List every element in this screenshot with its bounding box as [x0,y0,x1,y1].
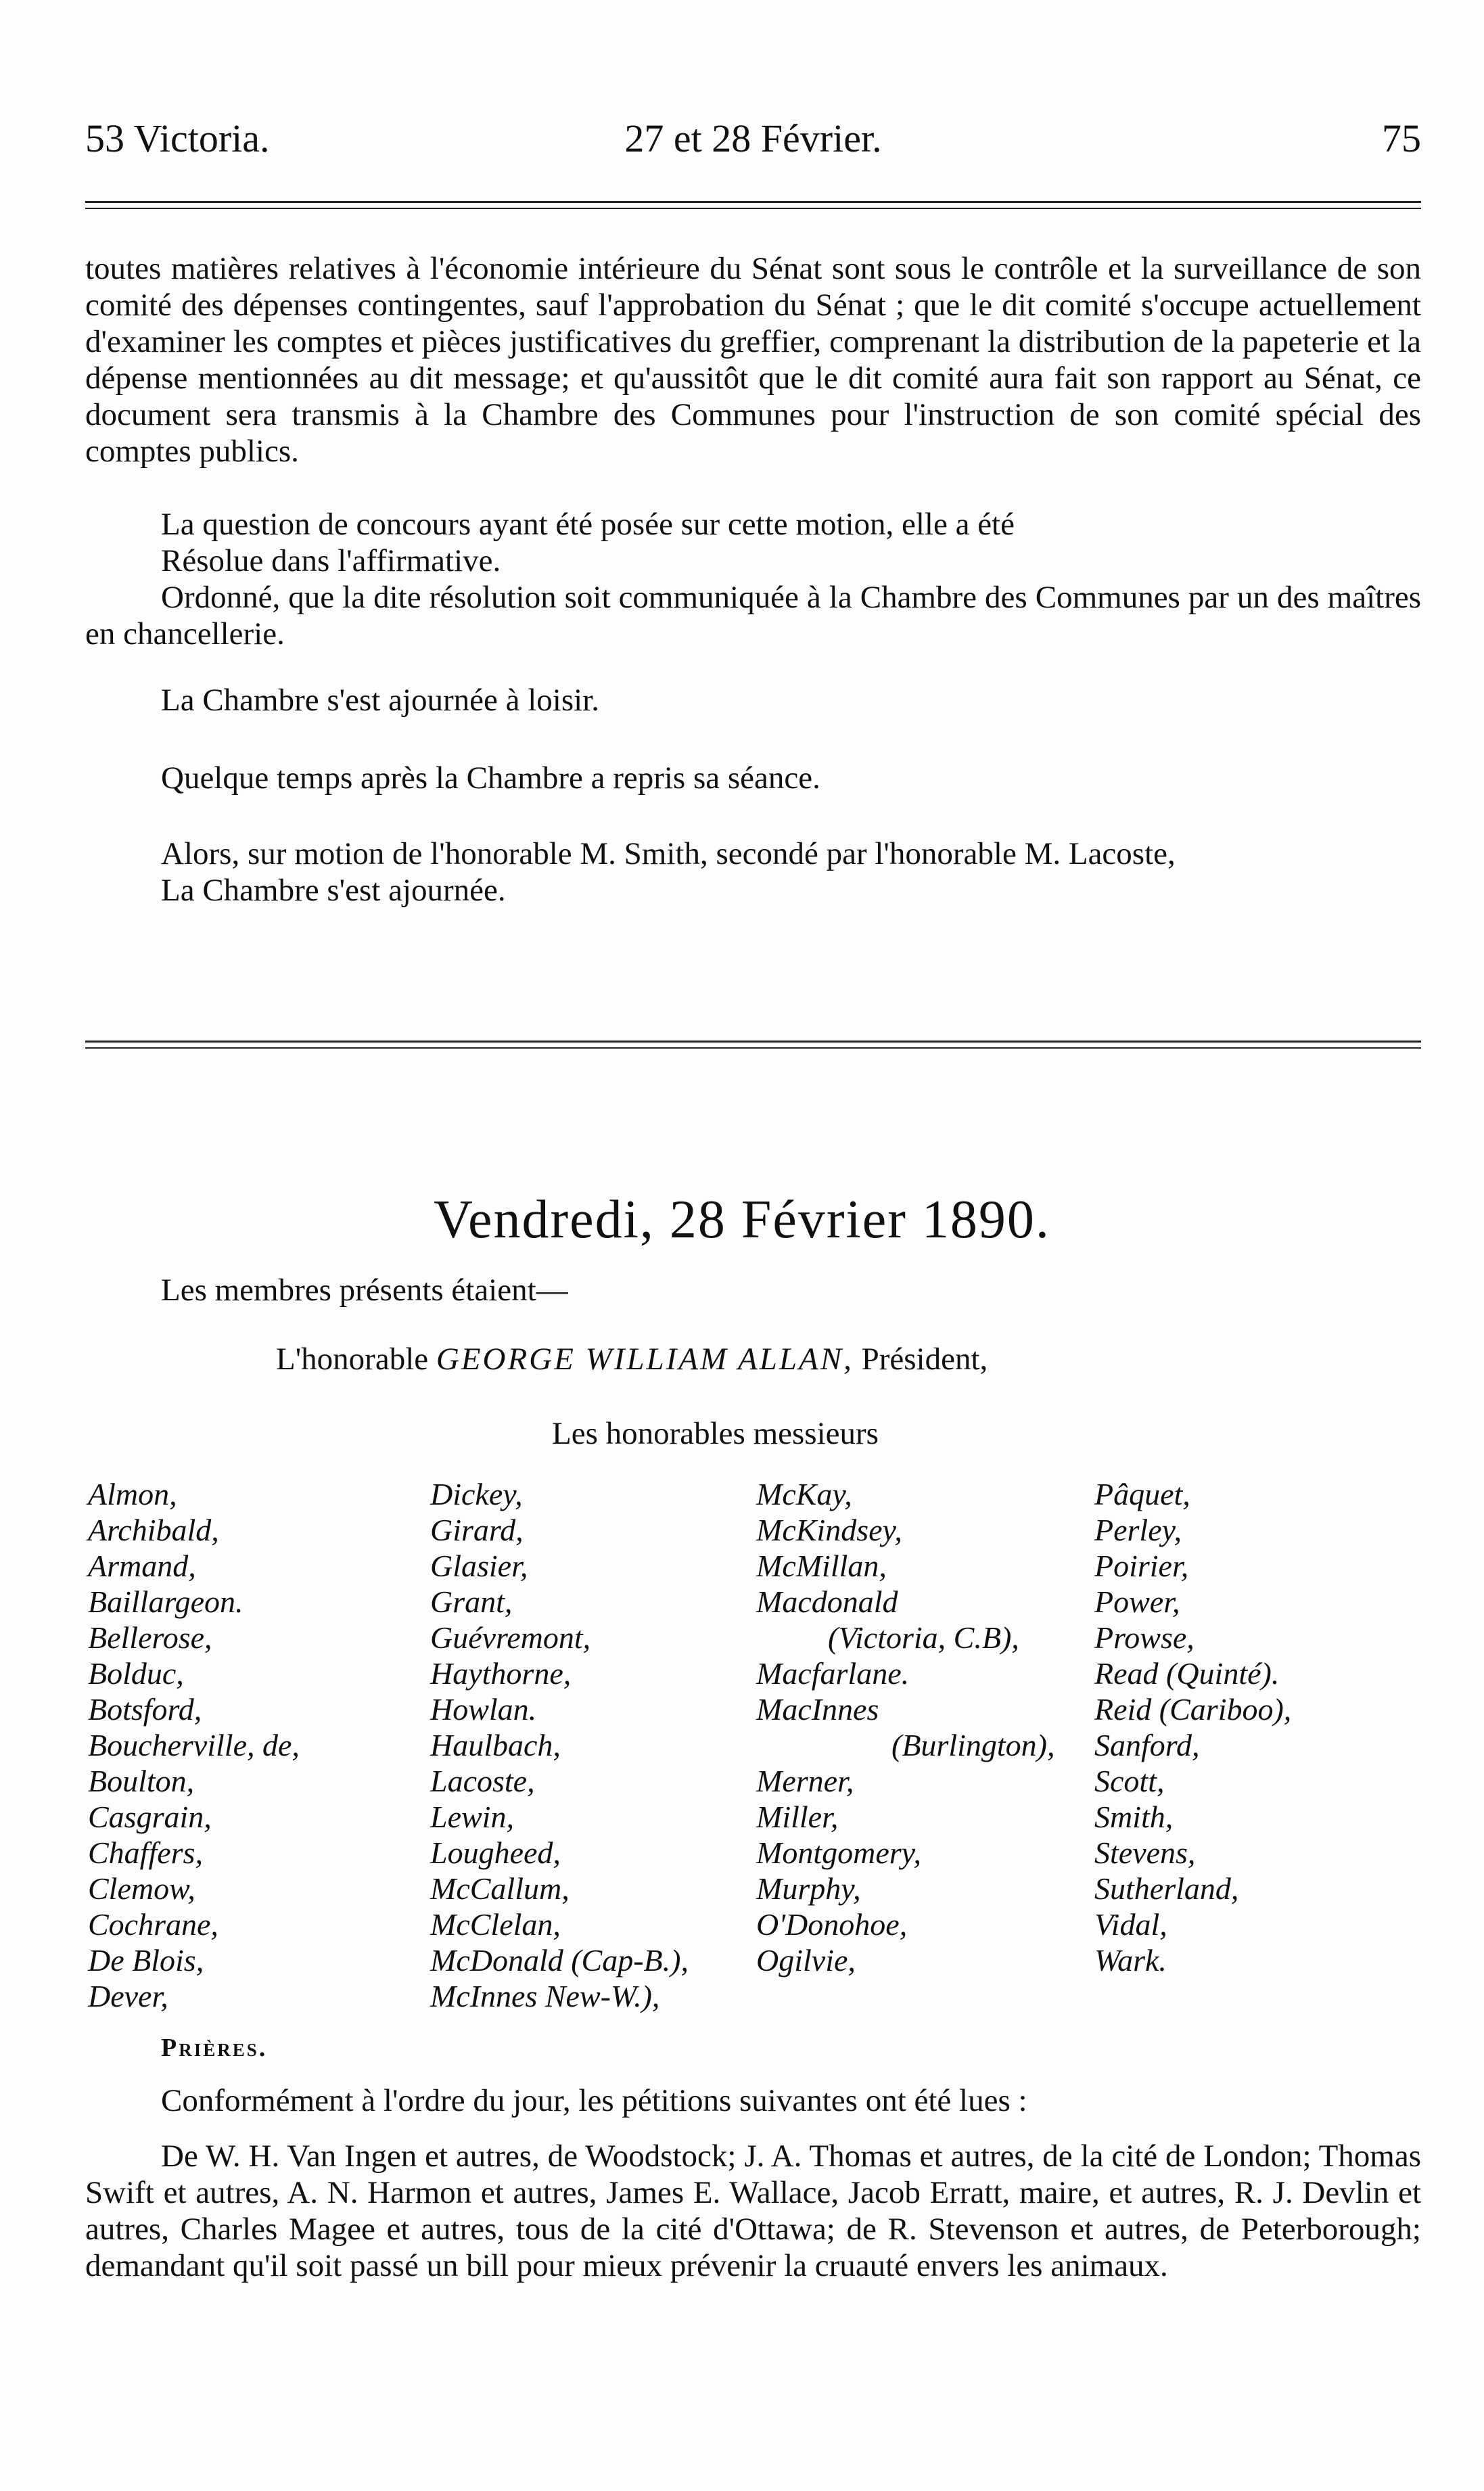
members-column-1 [88,1476,300,2014]
member-name: Bolduc, [88,1656,184,1691]
member-name: Casgrain, [88,1800,212,1834]
header-rule-top [85,201,1421,203]
member-name: Grant, [430,1584,513,1619]
member-name: Reid (Cariboo), [1094,1692,1292,1727]
member-name: Ogilvie, [756,1943,856,1978]
member-name: De Blois, [88,1943,204,1978]
prieres-heading: Prières. [161,2034,268,2062]
member-name: Merner, [756,1764,854,1798]
question-line: La question de concours ayant été posée sur cette motion, elle a été [161,507,1015,542]
member-name: Clemow, [88,1871,195,1906]
president-suffix: Président, [861,1342,988,1377]
members-present-line: Les membres présents étaient— [161,1273,568,1308]
member-name: Cochrane, [88,1907,218,1942]
member-name: Lewin, [430,1800,514,1834]
member-name: Montgomery, [756,1835,922,1870]
member-name: Wark. [1094,1943,1167,1978]
header-date: 27 et 28 Février. [624,116,882,160]
member-name: Stevens, [1094,1835,1196,1870]
member-name: Pâquet, [1094,1477,1190,1511]
ordre-du-jour-line: Conformément à l'ordre du jour, les pétitions suivantes ont été lues : [161,2083,1027,2118]
member-name: Armand, [88,1549,196,1583]
member-name: (Burlington), [891,1728,1055,1762]
member-name: Girard, [430,1513,524,1547]
member-name: Read (Quinté). [1094,1656,1280,1691]
ajournee-loisir-line: La Chambre s'est ajournée à loisir. [161,683,599,718]
session-title: Vendredi, 28 Février 1890. [434,1190,1050,1250]
motion-line: Alors, sur motion de l'honorable M. Smith, secondé par l'honorable M. Lacoste, [161,836,1176,871]
member-name: McKindsey, [756,1513,902,1547]
header-session: 53 Victoria. [85,116,270,160]
member-name: Scott, [1094,1764,1165,1798]
member-name: Macdonald [756,1584,898,1619]
member-name: Howlan. [430,1692,537,1727]
member-name: McCallum, [430,1871,570,1906]
member-name: Boucherville, de, [88,1728,300,1762]
president-prefix: L'honorable [276,1342,429,1377]
member-name: Power, [1094,1584,1180,1619]
member-name: Boulton, [88,1764,195,1798]
member-name: (Victoria, C.B), [828,1620,1019,1655]
member-name: McClelan, [430,1907,561,1942]
section-rule-bottom [85,1047,1421,1049]
member-name: Smith, [1094,1800,1174,1834]
member-name: Miller, [756,1800,839,1834]
member-name: McDonald (Cap-B.), [430,1943,689,1978]
member-name: MacInnes [756,1692,879,1727]
president-line [276,1341,988,1377]
member-name: Prowse, [1094,1620,1195,1655]
member-name: Macfarlane. [756,1656,910,1691]
honorables-heading: Les honorables messieurs [552,1416,879,1451]
member-name: Sanford, [1094,1728,1200,1762]
member-name: Guévremont, [430,1620,591,1655]
member-name: Botsford, [88,1692,202,1727]
members-column-4 [1094,1476,1291,1978]
member-name: Dever, [88,1979,168,2013]
member-name: O'Donohoe, [756,1907,908,1942]
member-name: Sutherland, [1094,1871,1239,1906]
member-name: Dickey, [430,1477,523,1511]
member-name: McMillan, [756,1549,887,1583]
repris-seance-line: Quelque temps après la Chambre a repris sa séance. [161,760,820,796]
member-name: Perley, [1094,1513,1182,1547]
header-rule-bottom [85,208,1421,209]
running-header [85,115,1421,162]
members-column-2 [430,1476,689,2014]
member-name: Archibald, [88,1513,219,1547]
member-name: McInnes New-W.), [430,1979,660,2013]
member-name: Baillargeon. [88,1584,244,1619]
member-name: Bellerose, [88,1620,212,1655]
member-name: Vidal, [1094,1907,1167,1942]
member-name: Lacoste, [430,1764,535,1798]
member-name: Haulbach, [430,1728,561,1762]
member-name: Haythorne, [430,1656,572,1691]
member-name: Murphy, [756,1871,861,1906]
member-name: McKay, [756,1477,852,1511]
members-column-3 [756,1476,1054,1978]
president-name: GEORGE WILLIAM ALLAN, [436,1342,854,1377]
member-name: Almon, [88,1477,177,1511]
ajournee-line: La Chambre s'est ajournée. [161,873,506,908]
resolue-line: Résolue dans l'affirmative. [161,543,501,578]
member-name: Poirier, [1094,1549,1189,1583]
petitions-paragraph: De W. H. Van Ingen et autres, de Woodstock; J. A. Thomas et autres, de la cité de London; Thomas Swift et autres, A. N. Harmon et autres, James E. Wallace, Jacob Erratt, maire, et autres, R. J. Devlin et autres, Charles Magee et autres, tous de la cité d'Ottawa; de R. Stevenson et autres, de Peterborough; demandant qu'il soit passé un bill pour mieux prévenir la cruauté envers les animaux. [85,2139,1421,2283]
continuation-paragraph: toutes matières relatives à l'économie intérieure du Sénat sont sous le contrôle et la surveillance de son comité des dépenses contingentes, sauf l'approbation du Sénat ; que le dit comité s'occupe actuellement d'examiner les comptes et pièces justificatives du greffier, comprenant la distribution de la papeterie et la dépense mentionnées au dit message; et qu'aussitôt que le dit comité aura fait son rapport au Sénat, ce document sera transmis à la Chambre des Communes pour l'instruction de son comité spécial des comptes publics. [85,251,1421,469]
page-number: 75 [1382,116,1421,160]
member-name: Glasier, [430,1549,528,1583]
member-name: Lougheed, [430,1835,561,1870]
ordonne-paragraph: Ordonné, que la dite résolution soit communiquée à la Chambre des Communes par un des maîtres en chancellerie. [85,580,1421,652]
member-name: Chaffers, [88,1835,203,1870]
section-rule-top [85,1041,1421,1043]
